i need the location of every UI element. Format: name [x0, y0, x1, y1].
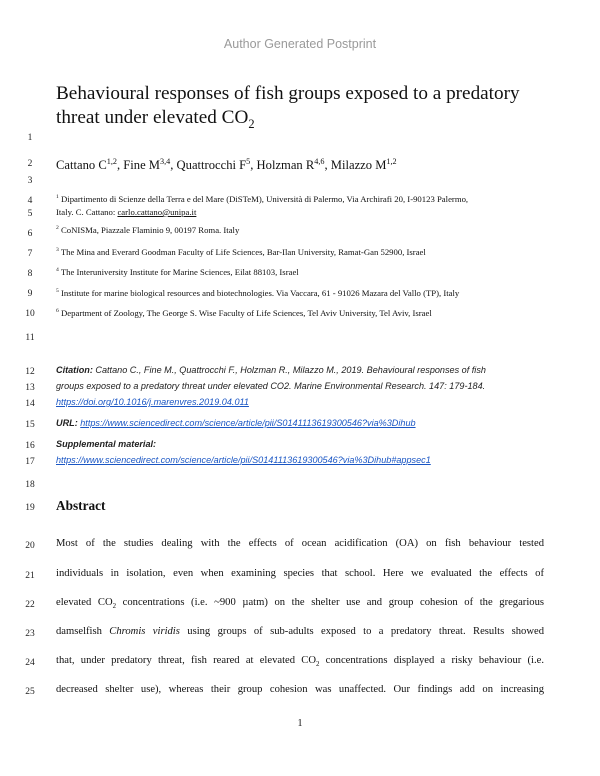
running-header: Author Generated Postprint: [223, 37, 377, 51]
affiliation-3: $^3$ The Mina and Everard Goodman Faculty of Life Sciences, Bar-Ilan University, Ramat-Gan 52900, Israel: [56, 247, 426, 257]
abstract-line-23: damselfish Chromis viridis using groups of sub-adults exposed to a predatory threat. Results showed: [56, 626, 544, 637]
url-label: URL:: [56, 418, 78, 428]
citation-label: Citation:: [56, 365, 93, 375]
line-number: 5: [27, 209, 33, 219]
line-number: 25: [25, 687, 35, 697]
line-number: 17: [25, 457, 35, 467]
author: Cattano C$^{1,2}$,: [56, 157, 124, 173]
affiliation-4: $^4$ The Interuniversity Institute for Marine Sciences, Eilat 88103, Israel: [56, 267, 299, 277]
line-number: 2: [27, 159, 33, 169]
abstract-line-21: individuals in isolation, even when examining species that school. Here we evaluated the effects of: [56, 568, 544, 579]
line-number: 21: [25, 571, 35, 581]
paper-title-line-2: threat under elevated $CO_2$: [56, 107, 255, 131]
author: Fine M$^{3,4}$,: [123, 157, 177, 173]
line-number: 18: [25, 480, 35, 490]
affiliation-1-cont: Italy. C. Cattano: carlo.cattano@unipa.it: [56, 207, 197, 217]
abstract-line-22: elevated $CO_2$ concentrations (i.e. ~900 µatm) on the shelter use and group cohesion of the gregarious: [56, 597, 544, 611]
affiliation-6: $^6$ Department of Zoology, The George S. Wise Faculty of Life Sciences, Tel Aviv University, Tel Aviv, Israel: [56, 308, 432, 318]
line-number: 4: [27, 196, 33, 206]
abstract-line-24: that, under predatory threat, fish reared at elevated $CO_2$ concentrations displayed a risky behaviour (i.e.: [56, 655, 544, 669]
citation-doi: [56, 397, 249, 407]
line-number: 14: [25, 399, 35, 409]
line-number: 22: [25, 600, 35, 610]
citation-line-1: Citation: Cattano C., Fine M., Quattrocchi F., Holzman R., Milazzo M., 2019. Behavioural responses of fish: [56, 365, 486, 375]
abstract-line-20: Most of the studies dealing with the effects of ocean acidification (OA) on fish behaviour tested: [56, 538, 544, 549]
line-number: 11: [25, 333, 35, 343]
author: Milazzo M$^{1,2}$: [330, 157, 397, 173]
author-list: [56, 157, 397, 173]
line-number: 13: [25, 383, 35, 393]
line-number: 20: [25, 541, 35, 551]
line-number: 10: [25, 309, 35, 319]
article-url-link[interactable]: https://www.sciencedirect.com/science/article/pii/S0141113619300546?via%3Dihub: [80, 418, 416, 428]
species-name: Chromis viridis: [109, 626, 180, 637]
citation-line-2: groups exposed to a predatory threat under elevated CO2. Marine Environmental Research. 147: 179-184.: [56, 381, 486, 391]
line-number: 15: [25, 420, 35, 430]
line-number: 19: [25, 503, 35, 513]
email-link[interactable]: carlo.cattano@unipa.it: [117, 207, 197, 217]
line-number: 12: [25, 367, 35, 377]
line-number: 16: [25, 441, 35, 451]
supplemental-link[interactable]: https://www.sciencedirect.com/science/article/pii/S0141113619300546?via%3Dihub#appsec1: [56, 455, 431, 465]
doi-link[interactable]: https://doi.org/10.1016/j.marenvres.2019.04.011: [56, 397, 249, 407]
affiliation-2: $^2$ CoNISMa, Piazzale Flaminio 9, 00197 Roma. Italy: [56, 225, 240, 235]
affiliation-5: $^5$ Institute for marine biological resources and biotechnologies. Via Vaccara, 61 - 91026 Mazara del Vallo (TP), Italy: [56, 288, 460, 298]
supplemental-label: Supplemental material:: [56, 439, 157, 449]
abstract-heading: Abstract: [56, 498, 106, 513]
page-number: 1: [297, 718, 303, 729]
line-number: 6: [27, 229, 33, 239]
paper-title-line-1: Behavioural responses of fish groups exposed to a predatory: [56, 83, 520, 104]
line-number: 7: [27, 249, 33, 259]
author: Quattrocchi $F^5$,: [176, 157, 257, 173]
affiliation-1: $^1$ Dipartimento di Scienze della Terra e del Mare (DiSTeM), Università di Palermo, Via Archirafi 20, I-90123 Palermo,: [56, 194, 469, 204]
line-number: 24: [25, 658, 35, 668]
url-line: [56, 418, 416, 428]
supplemental-line: [56, 455, 431, 465]
line-number: 9: [27, 289, 33, 299]
line-number: 8: [27, 269, 33, 279]
line-number: 1: [27, 133, 33, 143]
abstract-line-25: decreased shelter use), whereas their group cohesion was unaffected. Our findings add on increasing: [56, 684, 544, 695]
author: Holzman R$^{4,6}$,: [256, 157, 331, 173]
line-number: 3: [27, 176, 33, 186]
line-number: 23: [25, 629, 35, 639]
